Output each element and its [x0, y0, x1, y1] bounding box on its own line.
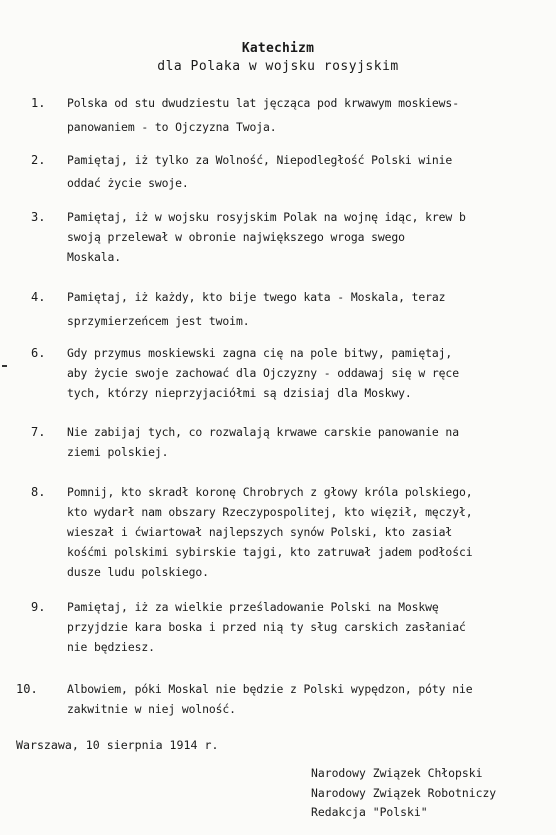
item-line: tych, którzy nieprzyjaciółmi są dzisiaj dla Moskwy. [67, 386, 412, 400]
item-number: 7. [31, 425, 46, 439]
item-line: nie będziesz. [67, 640, 155, 654]
item-line: kośćmi polskimi sybirskie tajgi, kto zatruwał jadem podłości [67, 545, 473, 559]
item-line: oddać życie swoje. [67, 176, 189, 190]
item-number: 9. [31, 600, 46, 614]
item-number: 2. [31, 153, 46, 167]
item-line: Pamiętaj, iż każdy, kto bije twego kata - Moskala, teraz [67, 290, 446, 304]
item-line: Pamiętaj, iż za wielkie prześladowanie Polski na Moskwę [67, 600, 439, 614]
date-line: Warszawa, 10 sierpnia 1914 r. [16, 738, 219, 752]
item-line: sprzymierzeńcem jest twoim. [67, 314, 250, 328]
item-line: dusze ludu polskiego. [67, 565, 209, 579]
item-line: Polska od stu dwudziestu lat jęcząca pod krwawym moskiews- [67, 96, 459, 110]
item-line: kto wydarł nam obszary Rzeczypospolitej, kto więził, męczył, [67, 505, 473, 519]
item-number: 1. [31, 96, 46, 110]
item-line: swoją przelewał w obronie największego wroga swego [67, 230, 405, 244]
item-number: 4. [31, 290, 46, 304]
item-line: zakwitnie w niej wolność. [67, 702, 236, 716]
item-line: ziemi polskiej. [67, 445, 169, 459]
item-line: aby życie swoje zachować dla Ojczyzny - oddawaj się w ręce [67, 366, 459, 380]
item-line: Nie zabijaj tych, co rozwalają krwawe carskie panowanie na [67, 425, 459, 439]
item-line: Pamiętaj, iż w wojsku rosyjskim Polak na wojnę idąc, krew b [67, 210, 466, 224]
item-line: Moskala. [67, 250, 122, 264]
signature-line: Narodowy Związek Chłopski [311, 766, 483, 780]
item-number: 6. [31, 346, 46, 360]
item-line: Pomnij, kto skradł koronę Chrobrych z głowy króla polskiego, [67, 485, 473, 499]
item-line: Albowiem, póki Moskal nie będzie z Polski wypędzon, póty nie [67, 682, 473, 696]
item-number: 3. [31, 210, 46, 224]
item-number: 8. [31, 485, 46, 499]
document-title: Katechizm [241, 41, 315, 56]
margin-mark [2, 365, 7, 367]
item-line: wieszał i ćwiartował najlepszych synów Polski, kto zasiał [67, 525, 453, 539]
item-line: panowaniem - to Ojczyzna Twoja. [67, 120, 277, 134]
item-line: przyjdzie kara boska i przed nią ty sług carskich zasłaniać [67, 620, 466, 634]
signature-line: Narodowy Związek Robotniczy [311, 786, 497, 800]
document-subtitle: dla Polaka w wojsku rosyjskim [157, 59, 399, 74]
item-line: Pamiętaj, iż tylko za Wolność, Niepodległość Polski winie [67, 153, 453, 167]
item-line: Gdy przymus moskiewski zagna cię na pole bitwy, pamiętaj, [67, 346, 453, 360]
item-number: 10. [16, 682, 38, 696]
signature-line: Redakcja "Polski" [311, 805, 428, 819]
